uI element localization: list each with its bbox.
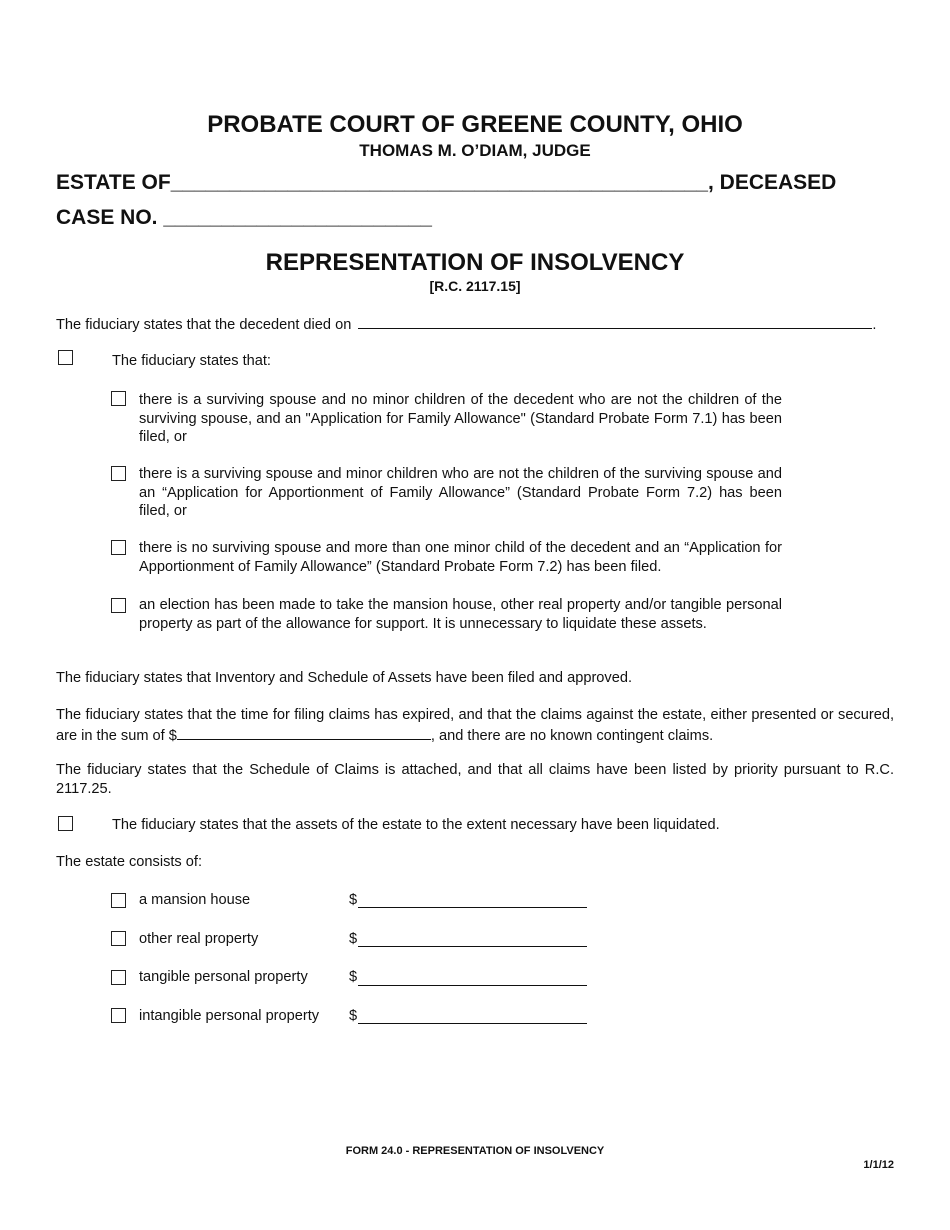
tangible-property-checkbox[interactable] (111, 970, 126, 985)
estate-of-label: ESTATE OF (56, 171, 171, 194)
claims-text-part1: The fiduciary states that the time for filing claims has expired, and that the claims against the estate, either presented or secured, are in the sum of $ (56, 707, 894, 744)
fiduciary-states-checkbox[interactable] (58, 350, 73, 365)
asset-label: tangible personal property (139, 969, 308, 985)
tangible-property-amount-field[interactable] (358, 984, 587, 986)
judge-name: THOMAS M. O’DIAM, JUDGE (359, 141, 591, 160)
option-2-checkbox[interactable] (111, 466, 126, 481)
died-on-label: The fiduciary states that the decedent died on (56, 317, 352, 333)
mansion-house-checkbox[interactable] (111, 893, 126, 908)
currency-symbol: $ (349, 931, 358, 947)
states-that-label: The fiduciary states that: (112, 353, 271, 369)
liquidated-checkbox[interactable] (58, 816, 73, 831)
claims-text-part2: , and there are no known contingent claims. (430, 727, 714, 744)
intangible-property-amount-field[interactable] (358, 1022, 587, 1024)
liquidated-statement: The fiduciary states that the assets of the estate to the extent necessary have been liquidated. (112, 817, 720, 833)
inventory-statement: The fiduciary states that Inventory and Schedule of Assets have been filed and approved. (56, 670, 633, 686)
option-2-text: there is a surviving spouse and minor children who are not the children of the surviving spouse and an “Application for Apportionment of Family Allowance” (Standard Probate Form 7.2) has been filed, or (139, 466, 782, 519)
option-3-checkbox[interactable] (111, 540, 126, 555)
option-4-checkbox[interactable] (111, 598, 126, 613)
court-title: PROBATE COURT OF GREENE COUNTY, OHIO (207, 111, 743, 138)
option-1-text: there is a surviving spouse and no minor children of the decedent who are not the children of the surviving spouse, and an "Application for Family Allowance" (Standard Probate Form 7.1) has been filed, or (139, 392, 782, 445)
deceased-label: , DECEASED (707, 171, 837, 194)
intangible-property-checkbox[interactable] (111, 1008, 126, 1023)
statute-reference: [R.C. 2117.15] (429, 278, 521, 294)
case-number-field[interactable]: CASE NO. _______________________ (56, 206, 432, 229)
estate-name-field[interactable]: ______________________________________________ (170, 171, 708, 194)
claims-sum-field[interactable] (177, 725, 431, 740)
date-of-death-field[interactable] (358, 314, 872, 329)
option-1-checkbox[interactable] (111, 391, 126, 406)
currency-symbol: $ (349, 892, 358, 908)
form-title: REPRESENTATION OF INSOLVENCY (265, 249, 685, 276)
estate-of-line (56, 171, 836, 195)
currency-symbol: $ (349, 969, 358, 985)
died-period: . (872, 317, 877, 333)
option-4-text: an election has been made to take the mansion house, other real property and/or tangible personal property as part of the allowance for support. It is unnecessary to liquidate these assets. (139, 597, 782, 632)
currency-symbol: $ (349, 1008, 358, 1024)
asset-label: intangible personal property (139, 1008, 320, 1024)
option-3-text: there is no surviving spouse and more than one minor child of the decedent and an “Application for Apportionment of Family Allowance” (Standard Probate Form 7.2) has been filed. (139, 540, 782, 575)
form-footer-name: FORM 24.0 - REPRESENTATION OF INSOLVENCY (345, 1145, 605, 1157)
schedule-statement: The fiduciary states that the Schedule of Claims is attached, and that all claims have been listed by priority pursuant to R.C. 2117.25. (56, 762, 894, 797)
date-of-death-line (56, 314, 896, 335)
other-real-property-amount-field[interactable] (358, 945, 587, 947)
mansion-house-amount-field[interactable] (358, 906, 587, 908)
consists-of-label: The estate consists of: (56, 854, 203, 870)
claims-statement (56, 706, 894, 745)
asset-label: other real property (139, 931, 259, 947)
asset-label: a mansion house (139, 892, 251, 908)
form-revision-date: 1/1/12 (863, 1159, 894, 1171)
other-real-property-checkbox[interactable] (111, 931, 126, 946)
